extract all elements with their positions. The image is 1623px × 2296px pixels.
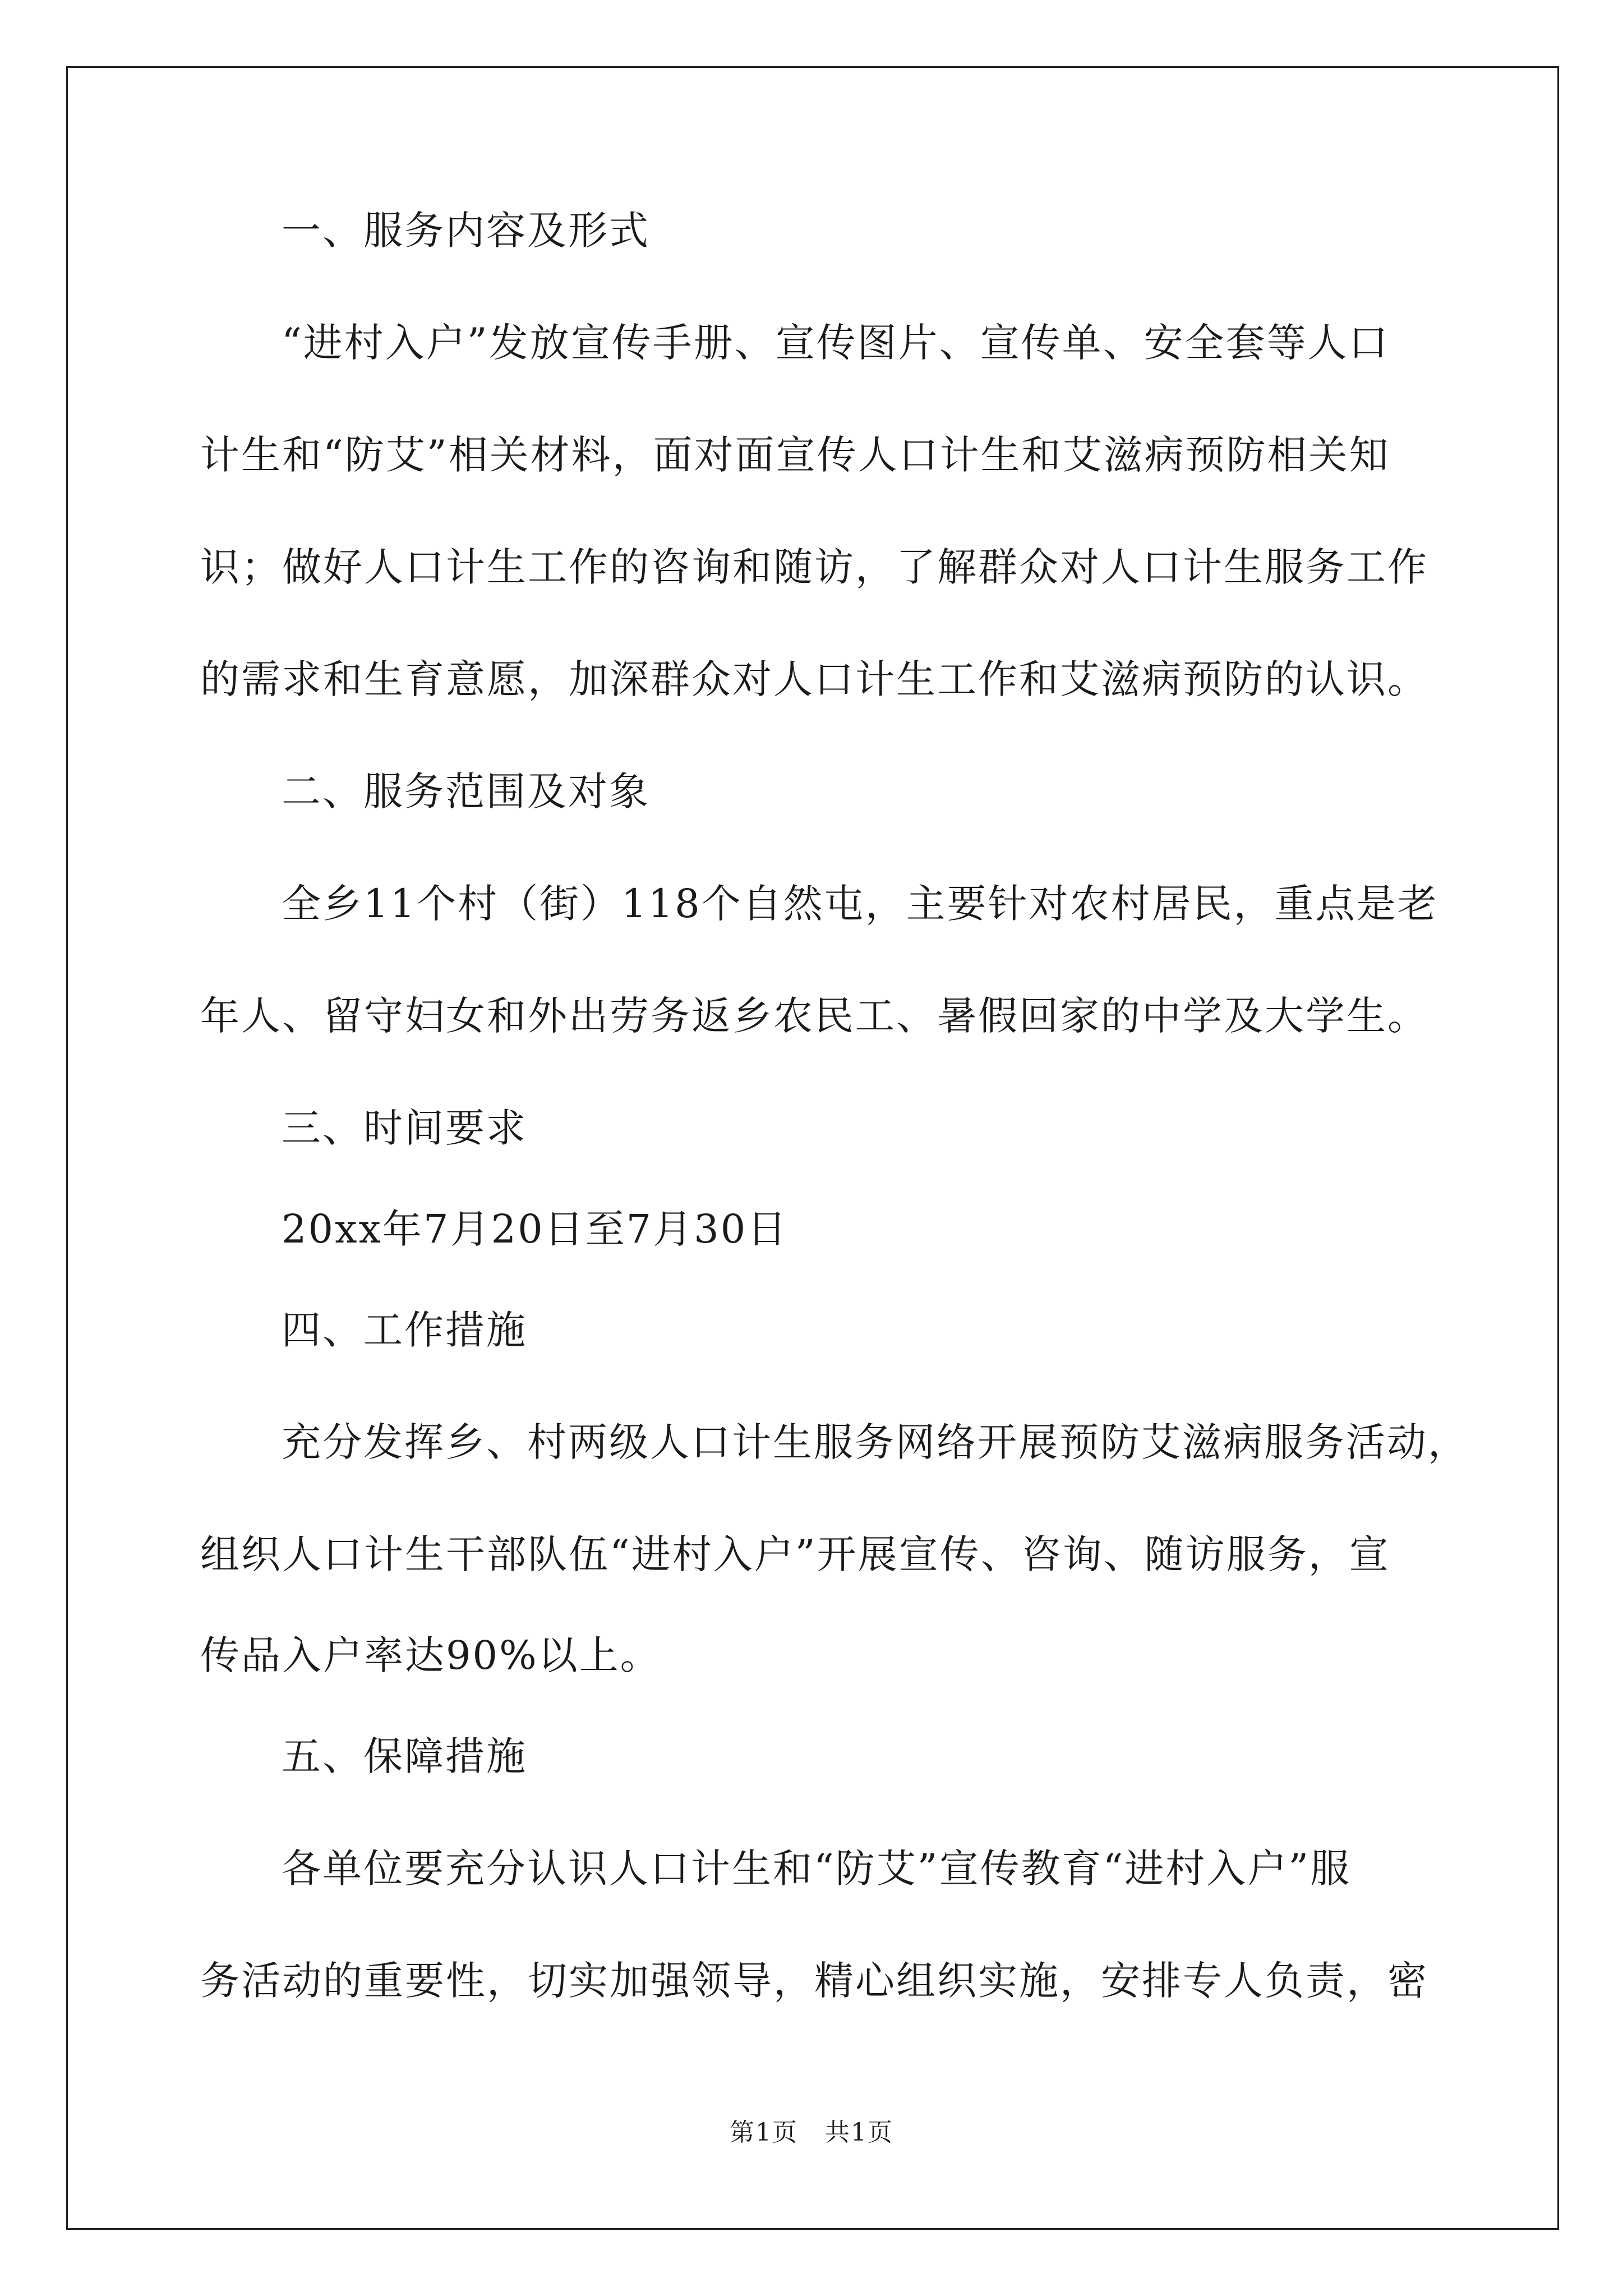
paragraph-line: “进村入户”发放宣传手册、宣传图片、宣传单、安全套等人口 [282, 320, 1390, 366]
page-number-footer: 第1页 共1页 [730, 2118, 893, 2147]
paragraph-line: 年人、留守妇女和外出劳务返乡农民工、暑假回家的中学及大学生。 [200, 993, 1428, 1039]
paragraph-line: 识；做好人口计生工作的咨询和随访，了解群众对人口计生服务工作 [200, 544, 1428, 590]
section-heading-3: 三、时间要求 [282, 1105, 527, 1151]
paragraph-line: 计生和“防艾”相关材料，面对面宣传人口计生和艾滋病预防相关知 [200, 432, 1390, 478]
paragraph-line: 传品入户率达90%以上。 [200, 1632, 661, 1678]
paragraph-line: 组织人口计生干部队伍“进村入户”开展宣传、咨询、随访服务，宣 [200, 1531, 1390, 1577]
paragraph-line: 务活动的重要性，切实加强领导，精心组织实施，安排专人负责，密 [200, 1958, 1428, 2004]
paragraph-line: 20xx年7月20日至7月30日 [282, 1206, 789, 1252]
section-heading-2: 二、服务范围及对象 [282, 769, 650, 815]
paragraph-line: 的需求和生育意愿，加深群众对人口计生工作和艾滋病预防的认识。 [200, 656, 1428, 702]
section-heading-5: 五、保障措施 [282, 1733, 527, 1779]
paragraph-line: 全乡11个村（街）118个自然屯，主要针对农村居民，重点是老 [282, 881, 1438, 927]
section-heading-1: 一、服务内容及形式 [282, 208, 650, 254]
paragraph-line: 充分发挥乡、村两级人口计生服务网络开展预防艾滋病服务活动， [282, 1419, 1469, 1465]
section-heading-4: 四、工作措施 [282, 1307, 527, 1353]
paragraph-line: 各单位要充分认识人口计生和“防艾”宣传教育“进村入户”服 [282, 1846, 1352, 1892]
